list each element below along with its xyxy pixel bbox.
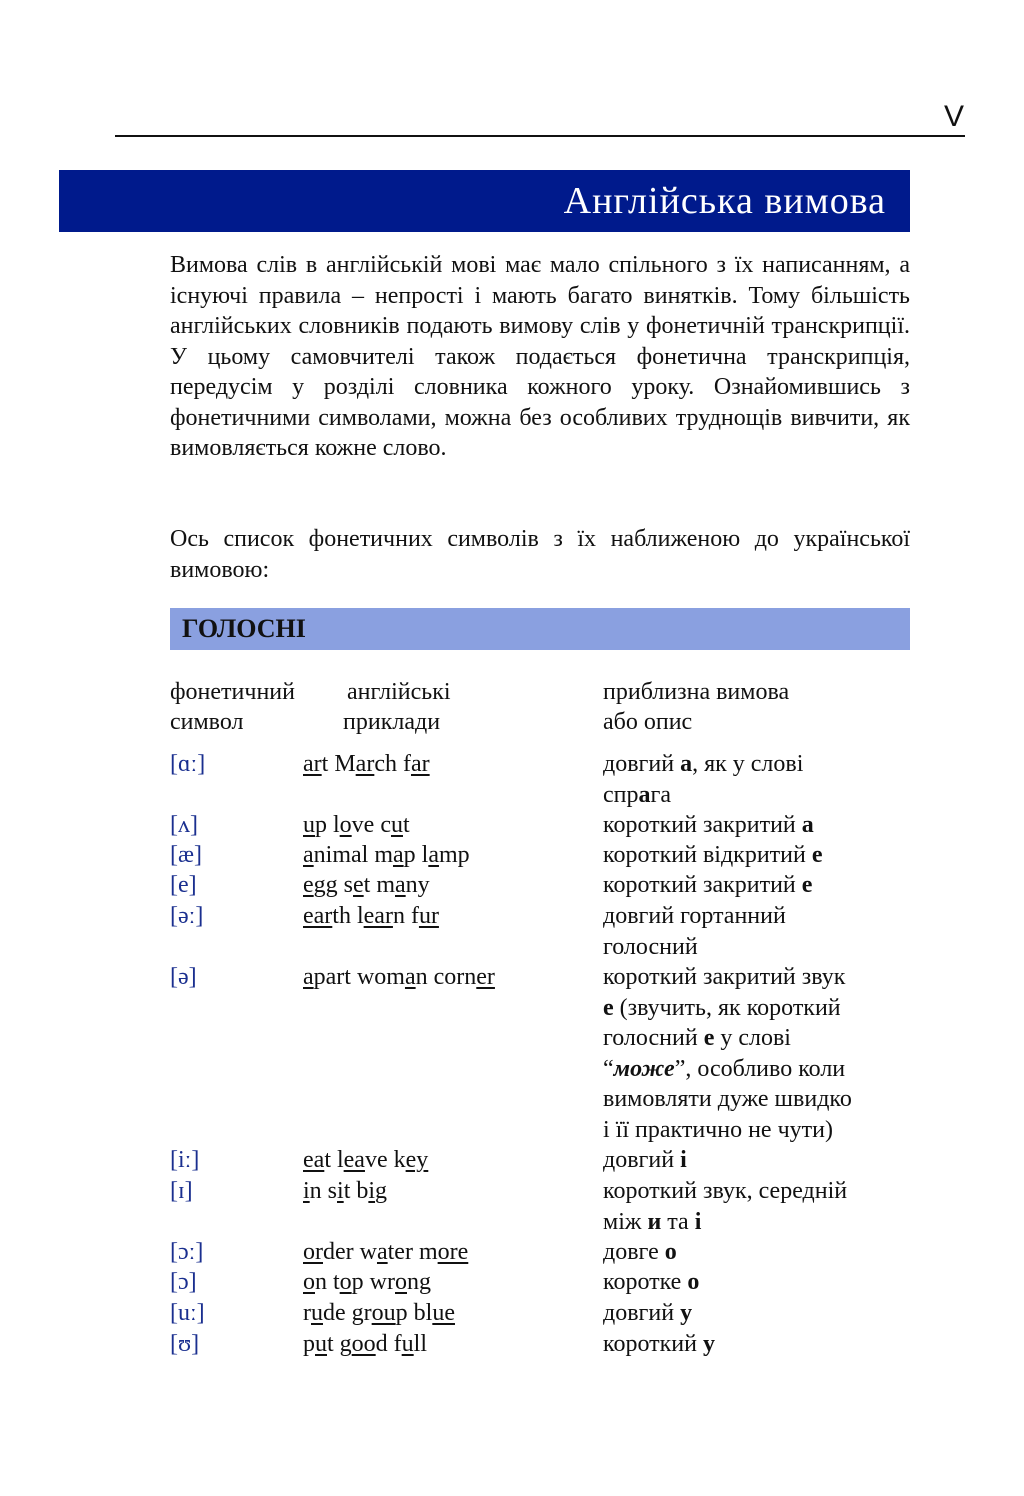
examples: up love cut xyxy=(303,812,410,838)
phonetic-symbol: [uː] xyxy=(170,1300,205,1326)
description: короткий відкритий е xyxy=(603,842,823,868)
description: короткий звук, середній між и та і xyxy=(603,1178,848,1235)
header-rule xyxy=(115,135,965,137)
examples: art March far xyxy=(303,751,430,777)
header-description-line2: або опис xyxy=(603,709,693,735)
description: короткий закритий е xyxy=(603,872,813,898)
phonetic-symbol: [ʌ] xyxy=(170,812,198,838)
header-description-line1: приблизна вимова xyxy=(603,679,790,705)
examples: in sit big xyxy=(303,1178,388,1204)
examples: earth learn fur xyxy=(303,903,439,929)
description: довгий гортанний голосний xyxy=(603,903,786,960)
description: довгий у xyxy=(603,1300,693,1326)
examples: eat leave key xyxy=(303,1147,429,1173)
phonetic-symbol: [e] xyxy=(170,872,197,898)
examples: apart woman corner xyxy=(303,964,495,990)
section-title: ГОЛОСНІ xyxy=(182,614,306,643)
description: короткий закритий звук е (звучить, як короткий голосний е у слові “може”, особливо коли вимовляти дуже швидко і її практично не чути) xyxy=(603,964,852,1143)
examples: order water more xyxy=(303,1239,469,1265)
examples: on top wrong xyxy=(303,1269,431,1295)
phonetic-symbol: [ə] xyxy=(170,964,197,990)
phonetic-symbol: [əː] xyxy=(170,903,204,929)
phonetic-symbol: [æ] xyxy=(170,842,202,868)
description: коротке о xyxy=(603,1269,700,1295)
header-symbol-line2: символ xyxy=(170,709,244,735)
phonetic-symbol: [ɪ] xyxy=(170,1178,193,1204)
examples: animal map lamp xyxy=(303,842,470,868)
title-banner xyxy=(59,170,910,232)
phonetic-symbol: [iː] xyxy=(170,1147,200,1173)
header-examples-line1: англійські xyxy=(347,679,451,705)
list-intro-paragraph: Ось список фонетичних символів з їх наближеною до української вимовою: xyxy=(170,526,910,583)
page-number: V xyxy=(943,100,964,133)
intro-paragraph: Вимова слів в англійській мові має мало спільного з їх написанням, а існуючі правила – непрості і мають багато винятків. Тому більшість англійських словників подають вимову слів у фонетичній транскрипції. У цьому самовчителі також подається фонетична транскрипція, передусім у розділі словника кожного уроку. Ознайомившись з фонетичними символами, можна без особливих труднощів вивчити, як вимовляється кожне слово. xyxy=(170,252,910,461)
description: довге о xyxy=(603,1239,677,1265)
section-banner xyxy=(170,608,910,650)
description: довгий і xyxy=(603,1147,687,1173)
examples: egg set many xyxy=(303,872,430,898)
phonetic-symbol: [ɔː] xyxy=(170,1239,204,1265)
phonetic-symbol: [ɑː] xyxy=(170,751,206,777)
phonetic-symbol: [ʊ] xyxy=(170,1331,200,1357)
examples: rude group blue xyxy=(303,1300,455,1326)
description: короткий у xyxy=(603,1331,715,1357)
description: короткий закритий а xyxy=(603,812,814,838)
header-examples-line2: приклади xyxy=(343,709,441,735)
description: довгий а, як у слові спрага xyxy=(603,751,804,808)
header-symbol-line1: фонетичний xyxy=(170,679,295,705)
page-title: Англійська вимова xyxy=(563,180,886,222)
phonetic-symbol: [ɔ] xyxy=(170,1269,197,1295)
examples: put good full xyxy=(303,1331,428,1357)
